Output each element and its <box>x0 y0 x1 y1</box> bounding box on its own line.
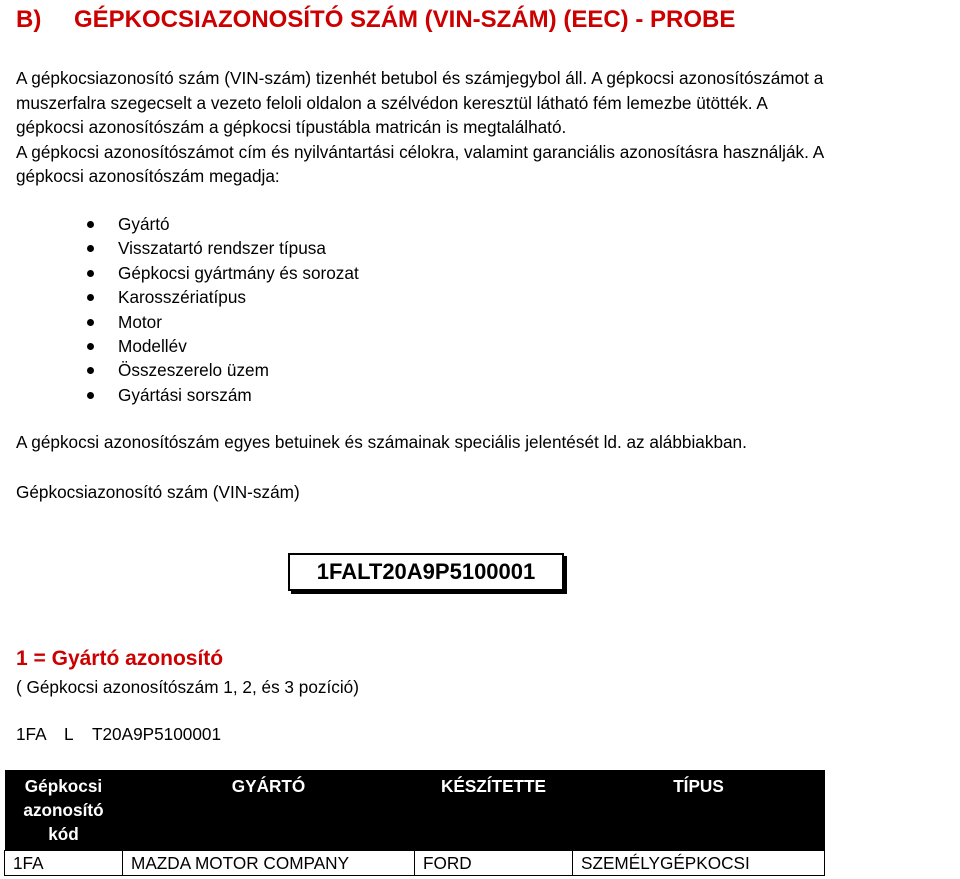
vin-example-box: 1FALT20A9P5100001 <box>288 553 564 591</box>
table-cell: 1FA <box>5 851 123 876</box>
list-item-label: Modellév <box>118 336 187 357</box>
section-heading: 1 = Gyártó azonosító <box>16 647 224 670</box>
list-item <box>84 334 359 358</box>
table-cell: SZEMÉLYGÉPKOCSI <box>573 851 825 876</box>
column-header: Gépkocsi azonosító kód <box>5 770 123 851</box>
bullet-icon <box>87 270 94 277</box>
list-item <box>84 383 359 407</box>
list-item <box>84 285 359 309</box>
list-item-label: Gyártó <box>118 214 170 234</box>
list-item-label: Visszatartó rendszer típusa <box>118 238 326 259</box>
bullet-icon <box>87 343 94 350</box>
page-title <box>16 6 735 34</box>
list-item <box>84 212 359 236</box>
bullet-icon <box>87 294 94 301</box>
vin-code-breakdown <box>16 722 221 747</box>
section-number: B) <box>16 6 42 33</box>
column-header: TÍPUS <box>573 770 825 851</box>
list-item-label: Gépkocsi gyártmány és sorozat <box>118 262 359 283</box>
code-part: L <box>64 724 74 744</box>
intro-line: muszerfalra szegecselt a vezeto feloli oldalon a szélvédon keresztül látható fém lemezbe ütötték. A <box>16 92 768 113</box>
code-part: T20A9P5100001 <box>92 724 222 744</box>
list-item-label: Motor <box>118 311 162 332</box>
intro-line: gépkocsi azonosítószám a gépkocsi típustábla matricán is megtalálható. <box>16 117 567 137</box>
table-header-row <box>5 770 825 851</box>
title-text: GÉPKOCSIAZONOSÍTÓ SZÁM (VIN-SZÁM) (EEC) - PROBE <box>74 6 736 33</box>
bullet-icon <box>87 319 94 326</box>
bullet-icon <box>87 392 94 399</box>
code-part: 1FA <box>16 724 47 744</box>
list-item-label: Gyártási sorszám <box>118 384 252 405</box>
manufacturer-table <box>4 770 825 876</box>
intro-line: A gépkocsi azonosítószámot cím és nyilvántartási célokra, valamint garanciális azonosításra használják. A <box>16 141 825 162</box>
bullet-icon <box>87 221 94 228</box>
list-item-label: Karosszériatípus <box>118 287 247 308</box>
column-header: KÉSZÍTETTE <box>415 770 573 851</box>
vin-label: Gépkocsiazonosító szám (VIN-szám) <box>16 482 300 502</box>
list-item <box>84 310 359 334</box>
list-item <box>84 358 359 382</box>
table-cell: FORD <box>415 851 573 876</box>
intro-paragraph <box>16 66 824 189</box>
bullet-icon <box>87 245 94 252</box>
position-note: ( Gépkocsi azonosítószám 1, 2, és 3 pozíció) <box>16 677 359 697</box>
list-item-label: Összeszerelo üzem <box>118 360 269 381</box>
table-cell: MAZDA MOTOR COMPANY <box>123 851 415 876</box>
column-header: GYÁRTÓ <box>123 770 415 851</box>
vin-contents-list <box>84 212 359 407</box>
table-row <box>5 851 825 876</box>
bullet-icon <box>87 367 94 374</box>
intro-line: A gépkocsiazonosító szám (VIN-szám) tizenhét betubol és számjegybol áll. A gépkocsi azonosítószámot a <box>16 68 824 88</box>
list-item <box>84 261 359 285</box>
meaning-paragraph: A gépkocsi azonosítószám egyes betuinek és számainak speciális jelentését ld. az alábbiakban. <box>16 432 747 452</box>
list-item <box>84 236 359 260</box>
intro-line: gépkocsi azonosítószám megadja: <box>16 166 280 186</box>
